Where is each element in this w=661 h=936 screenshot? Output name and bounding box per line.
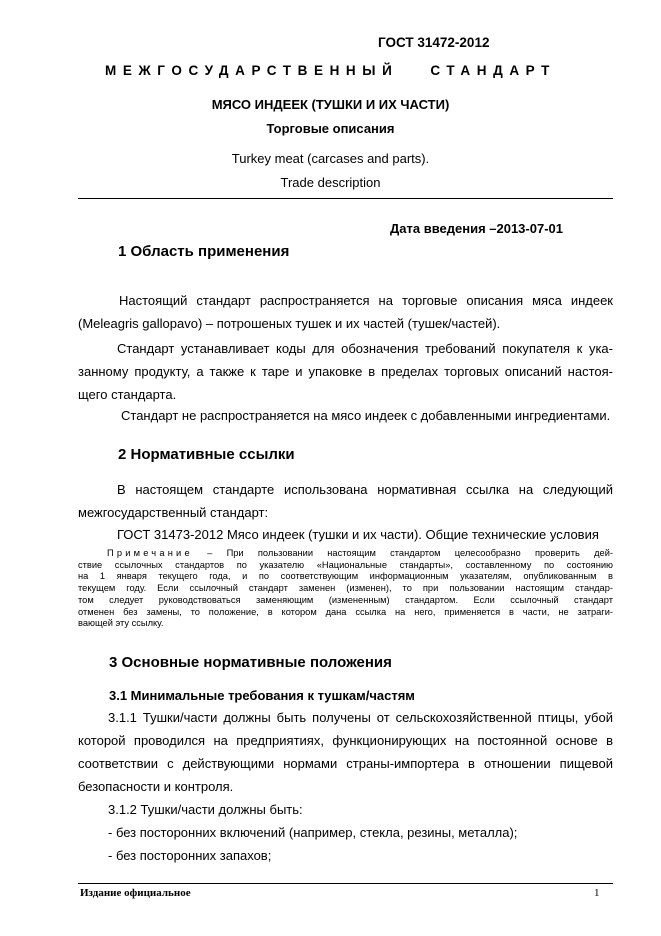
footer-divider bbox=[78, 883, 613, 884]
note-line-2: ствие ссылочных стандартов по указателю «Национальные стандарты», составленному по состоянию bbox=[78, 559, 613, 570]
section-3-1-2-paragraph: 3.1.2 Тушки/части должны быть: bbox=[108, 802, 303, 817]
p311-line-1: 3.1.1 Тушки/части должны быть получены от сельскохозяйственной птицы, убой bbox=[108, 710, 613, 725]
list-item: - без посторонних запахов; bbox=[108, 848, 272, 863]
note-line-6: отменен без замены, то положение, в котором дана ссылка на него, применяется в части, не затраги- bbox=[78, 606, 613, 617]
note-line-1 bbox=[78, 548, 613, 560]
note-line-3: на 1 января текущего года, и по соответствующим информационным указателям, опубликованным в bbox=[78, 571, 613, 582]
title-en: Turkey meat (carcases and parts). bbox=[231, 151, 430, 166]
section-1-p2-line-3: щего стандарта. bbox=[78, 387, 177, 402]
title-ru: МЯСО ИНДЕЕК (ТУШКИ И ИХ ЧАСТИ) bbox=[211, 97, 450, 112]
p311-line-3: соответствии с действующими нормами страны-импортера в отношении пищевой bbox=[78, 756, 613, 771]
section-2-heading: 2 Нормативные ссылки bbox=[118, 446, 295, 463]
section-3-heading: 3 Основные нормативные положения bbox=[109, 654, 392, 671]
section-1-paragraph-2 bbox=[78, 337, 613, 406]
section-1-paragraph-1 bbox=[78, 289, 613, 335]
section-2-reference bbox=[78, 523, 613, 546]
p311-line-4: безопасности и контроля. bbox=[78, 779, 234, 794]
standard-type-word1: МЕЖГОСУДАРСТВЕННЫЙ bbox=[105, 63, 399, 78]
p311-line-2: которой проводился на предприятиях, функционирующих на постоянной основе в bbox=[78, 733, 613, 748]
introduction-date: Дата введения –2013-07-01 bbox=[390, 221, 563, 236]
official-edition-label: Издание официальное bbox=[80, 887, 191, 899]
section-2-reference-line: ГОСТ 31473-2012 Мясо индеек (тушки и их части). Общие технические условия bbox=[117, 527, 599, 542]
note-label: Примечание bbox=[107, 548, 193, 558]
section-2-p1-line-1: В настоящем стандарте использована нормативная ссылка на следующий bbox=[117, 482, 613, 497]
section-2-p1-line-2: межгосударственный стандарт: bbox=[78, 505, 269, 520]
standard-type-word2: СТАНДАРТ bbox=[430, 63, 556, 78]
document-code: ГОСТ 31472-2012 bbox=[378, 35, 490, 50]
section-1-p1-line-1: Настоящий стандарт распространяется на торговые описания мяса индеек bbox=[119, 293, 613, 308]
section-2-paragraph-1 bbox=[78, 478, 613, 524]
note-line-4: текущем году. Если ссылочный стандарт заменен (изменен), то при пользовании настоящим стандар- bbox=[78, 583, 613, 594]
header-divider bbox=[78, 198, 613, 199]
list-item: - без посторонних включений (например, стекла, резины, металла); bbox=[108, 825, 518, 840]
note-line-5: том следует руководствоваться заменяющим (измененным) стандартом. Если ссылочный стандарт bbox=[78, 594, 613, 605]
standard-type bbox=[70, 63, 591, 78]
section-3-1-heading: 3.1 Минимальные требования к тушкам/частям bbox=[109, 688, 415, 703]
section-2-note bbox=[78, 548, 613, 630]
note-line-7: вающей эту ссылку. bbox=[78, 618, 164, 629]
subtitle-ru: Торговые описания bbox=[266, 121, 395, 136]
section-1-paragraph-3 bbox=[78, 404, 613, 427]
note-line-1-text: – При пользовании настоящим стандартом целесообразно проверить дей- bbox=[207, 548, 613, 558]
section-1-p2-line-1: Стандарт устанавливает коды для обозначения требований покупателя к ука- bbox=[117, 341, 613, 356]
subtitle-en: Trade description bbox=[280, 175, 381, 190]
section-1-p3-line: Стандарт не распространяется на мясо индеек с добавленными ингредиентами. bbox=[121, 408, 611, 423]
section-1-p1-line-2: (Meleagris gallopavo) – потрошеных тушек и их частей (тушек/частей). bbox=[78, 316, 501, 331]
section-1-p2-line-2: занному продукту, а также к таре и упаковке в пределах торговых описаний настоя- bbox=[78, 364, 613, 379]
section-1-heading: 1 Область применения bbox=[118, 243, 290, 260]
page-number: 1 bbox=[594, 887, 600, 899]
section-3-1-1-paragraph bbox=[78, 706, 613, 798]
